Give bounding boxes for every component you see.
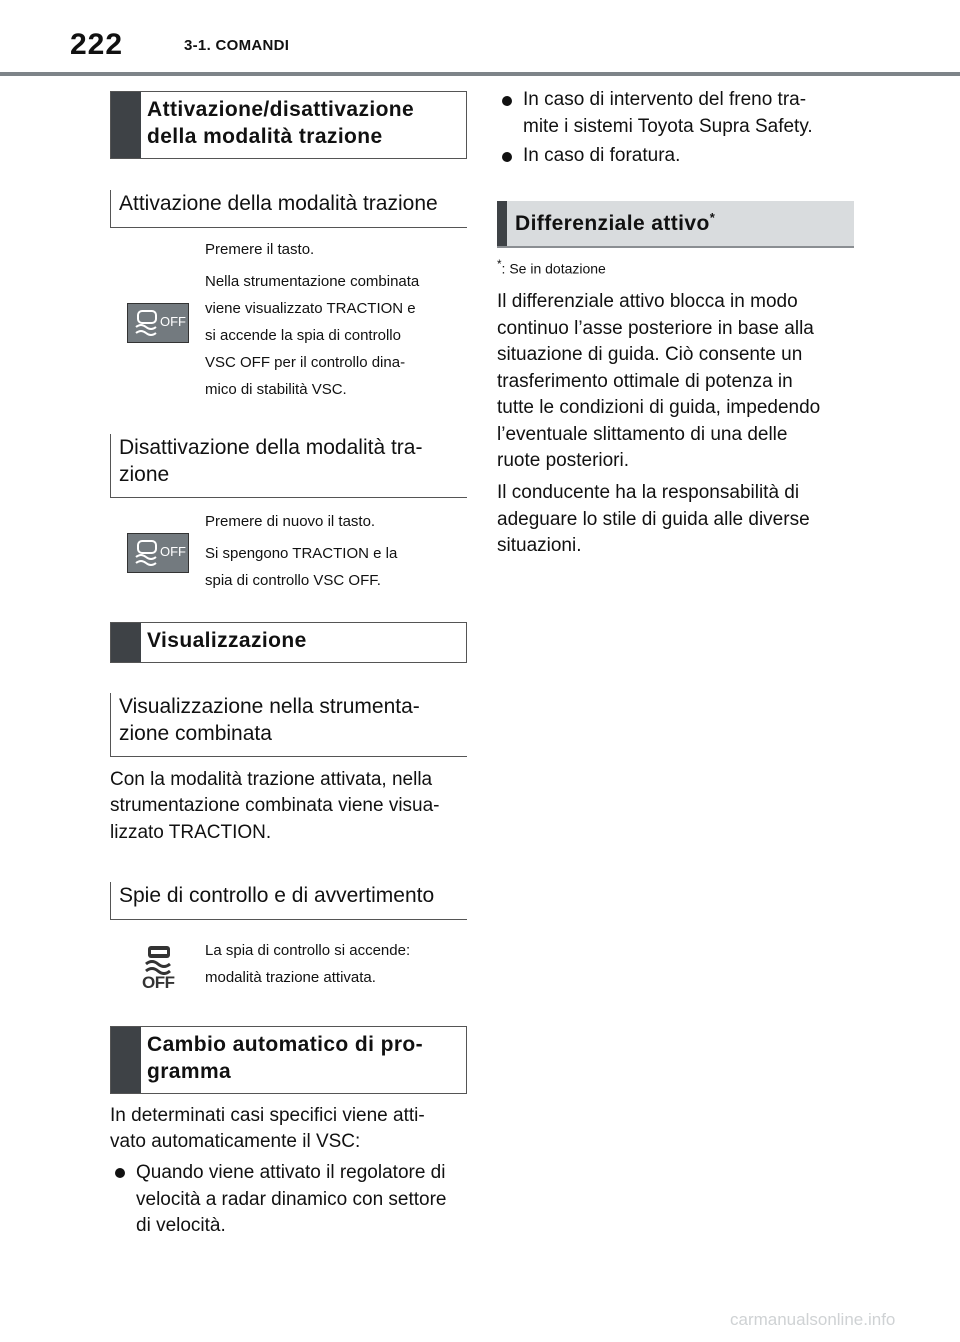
car-skid-icon xyxy=(134,539,160,567)
heading-text: Cambio automatico di pro- gramma xyxy=(147,1033,424,1083)
vsc-off-indicator-icon xyxy=(140,945,178,991)
paragraph-line: l’eventuale slittamento di una delle xyxy=(497,424,788,445)
paragraph-line: lizzato TRACTION. xyxy=(110,822,272,843)
section-title: 3-1. COMANDI xyxy=(184,37,290,54)
heading-text: Visualizzazione xyxy=(147,629,307,652)
step-text: si accende la spia di controllo xyxy=(205,327,401,344)
bullet-line: velocità a radar dinamico con settore xyxy=(136,1189,447,1210)
heading-active-differential xyxy=(497,201,854,248)
vsc-off-button-icon xyxy=(127,533,189,573)
paragraph-line: ruote posteriori. xyxy=(497,450,630,471)
step-text: viene visualizzato TRACTION e xyxy=(205,300,416,317)
watermark: carmanualsonline.info xyxy=(730,1310,896,1329)
paragraph-line: vato automaticamente il VSC: xyxy=(110,1131,361,1152)
step-text: Nella strumentazione combinata xyxy=(205,273,420,290)
bullet-dot xyxy=(115,1168,125,1178)
paragraph-line: adeguare lo stile di guida alle diverse xyxy=(497,509,810,530)
car-skid-icon xyxy=(140,945,178,975)
header-rule xyxy=(0,72,960,76)
step-text: mico di stabilità VSC. xyxy=(205,381,347,398)
button-off-label: OFF xyxy=(160,314,186,329)
button-off-label: OFF xyxy=(160,544,186,559)
bullet-dot xyxy=(502,96,512,106)
bullet-dot xyxy=(502,152,512,162)
heading-bar xyxy=(111,623,141,662)
paragraph-line: situazioni. xyxy=(497,535,582,556)
vsc-off-button-icon xyxy=(127,303,189,343)
subheading-enable xyxy=(110,190,467,228)
bullet-line: In caso di foratura. xyxy=(523,145,681,166)
paragraph-line: strumentazione combinata viene visua- xyxy=(110,795,440,816)
paragraph-line: continuo l’asse posteriore in base alla xyxy=(497,318,814,339)
heading-traction-mode xyxy=(110,91,467,159)
subheading-text: Visualizzazione nella strumenta- zione combinata xyxy=(119,695,420,745)
heading-bar xyxy=(111,1027,141,1093)
subheading-disable xyxy=(110,434,467,498)
paragraph-line: Il conducente ha la responsabilità di xyxy=(497,482,800,503)
subheading-text: Disattivazione della modalità tra- zione xyxy=(119,436,423,486)
step-text: VSC OFF per il controllo dina- xyxy=(205,354,406,371)
page-number: 222 xyxy=(70,28,124,61)
lights-text: modalità trazione attivata. xyxy=(205,969,376,986)
heading-bar xyxy=(111,92,141,158)
car-skid-icon xyxy=(134,309,160,337)
subheading-display xyxy=(110,693,467,757)
heading-text: Attivazione/disattivazione della modalità trazione xyxy=(147,98,415,148)
step-text: Si spengono TRACTION e la xyxy=(205,545,398,562)
heading-text: Differenziale attivo* xyxy=(515,210,716,235)
paragraph-line: Il differenziale attivo blocca in modo xyxy=(497,291,798,312)
footnote: *: Se in dotazione xyxy=(497,258,606,277)
heading-bar xyxy=(497,201,507,246)
step-text: Premere di nuovo il tasto. xyxy=(205,513,376,530)
heading-program xyxy=(110,1026,467,1094)
paragraph-line: tutte le condizioni di guida, impedendo xyxy=(497,397,821,418)
heading-display xyxy=(110,622,467,663)
paragraph-line: In determinati casi specifici viene atti- xyxy=(110,1105,425,1126)
paragraph-line: Con la modalità trazione attivata, nella xyxy=(110,769,433,790)
bullet-line: mite i sistemi Toyota Supra Safety. xyxy=(523,116,813,137)
step-text: Premere il tasto. xyxy=(205,241,315,258)
indicator-off-label: OFF xyxy=(142,973,175,992)
bullet-line: Quando viene attivato il regolatore di xyxy=(136,1162,446,1183)
subheading-text: Attivazione della modalità trazione xyxy=(119,192,438,215)
subheading-text: Spie di controllo e di avvertimento xyxy=(119,884,435,907)
subheading-lights xyxy=(110,882,467,920)
paragraph-line: situazione di guida. Ciò consente un xyxy=(497,344,803,365)
bullet-line: In caso di intervento del freno tra- xyxy=(523,89,807,110)
step-text: spia di controllo VSC OFF. xyxy=(205,572,381,589)
bullet-line: di velocità. xyxy=(136,1215,226,1236)
lights-text: La spia di controllo si accende: xyxy=(205,942,411,959)
paragraph-line: trasferimento ottimale di potenza in xyxy=(497,371,793,392)
